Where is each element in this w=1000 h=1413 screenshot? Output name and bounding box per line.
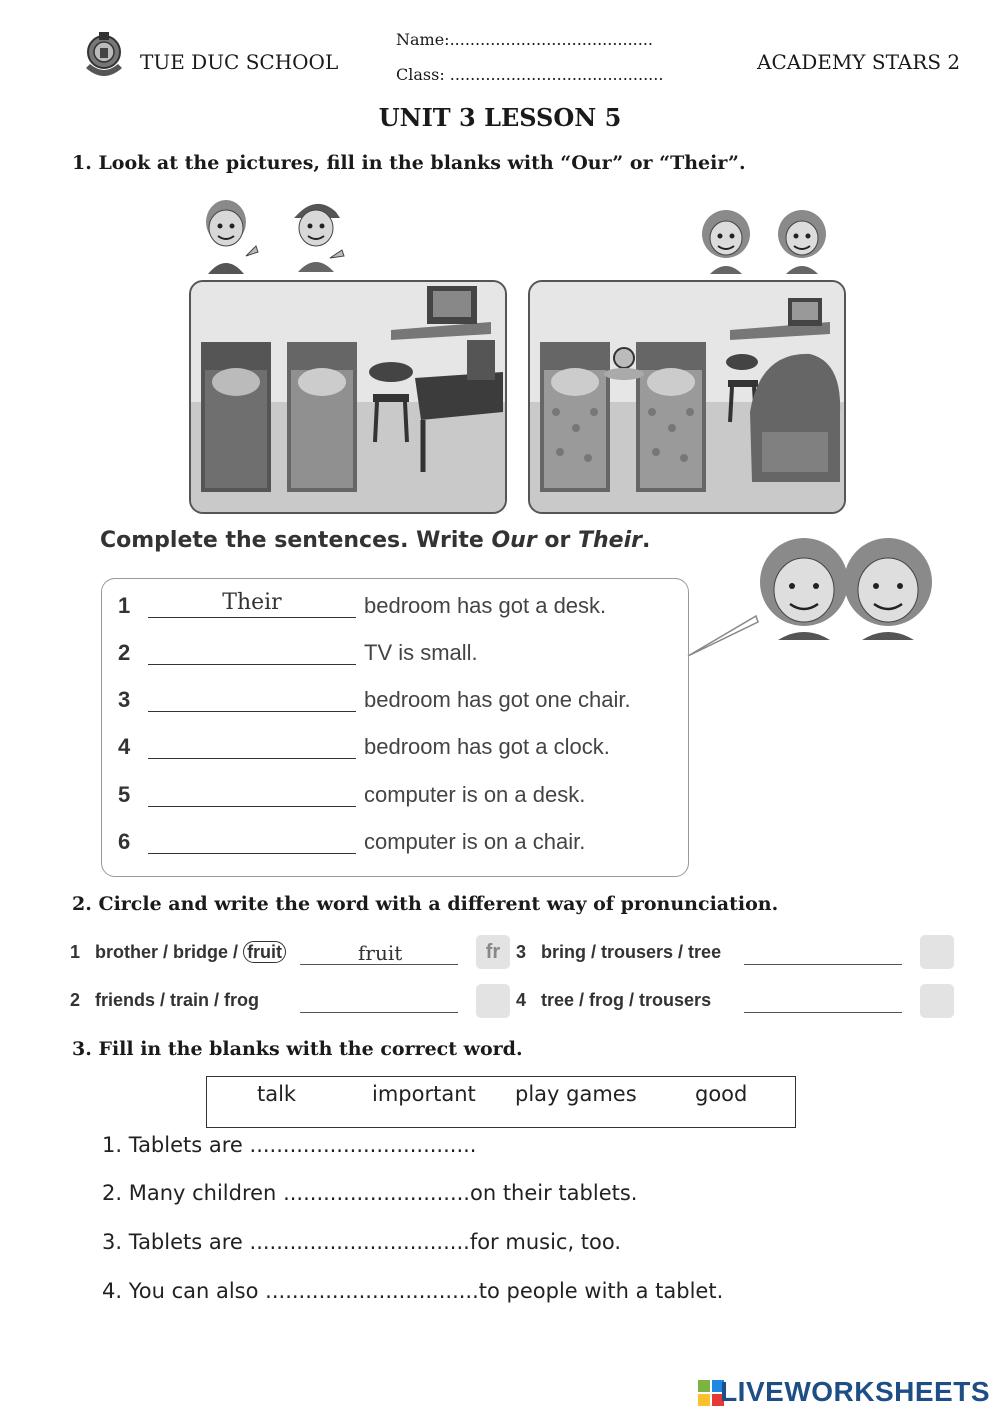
- answer-line: [148, 853, 356, 854]
- sentence-text: bedroom has got a clock.: [364, 734, 610, 759]
- sentence-row-4: [102, 730, 688, 770]
- boy-1-illustration: [198, 196, 262, 280]
- instruction-prefix: Complete the sentences. Write: [100, 528, 492, 553]
- boys-bedroom-picture: [189, 280, 507, 514]
- sentence-number: 2: [118, 640, 131, 665]
- sentence-text: TV is small.: [364, 640, 478, 665]
- name-field[interactable]: Name:........................................: [396, 30, 654, 49]
- answer-line: [148, 806, 356, 807]
- word-bank-item[interactable]: good: [695, 1082, 748, 1106]
- girls-bedroom-picture: [528, 280, 846, 514]
- sentence-box: [101, 578, 689, 877]
- fill-sentence-3: [102, 1230, 621, 1254]
- item-number: 4: [516, 990, 527, 1010]
- pronunciation-answer-4[interactable]: [744, 1012, 902, 1013]
- sentence-number: 1: [118, 593, 131, 618]
- pronunciation-item-3: [516, 942, 721, 963]
- fill-prefix: 3. Tablets are: [102, 1230, 243, 1254]
- fill-sentence-2: [102, 1181, 637, 1205]
- item-number: 2: [70, 990, 81, 1010]
- sentence-text: bedroom has got one chair.: [364, 687, 631, 712]
- fill-blank-3[interactable]: .................................: [249, 1230, 470, 1254]
- sentence-number: 3: [118, 687, 131, 712]
- sound-box-2[interactable]: [476, 984, 510, 1018]
- answer-line: [148, 758, 356, 759]
- sentence-number: 6: [118, 829, 131, 854]
- pronunciation-answer-3[interactable]: [744, 964, 902, 965]
- sentence-text: bedroom has got a desk.: [364, 593, 607, 618]
- girl-2-illustration: [772, 206, 836, 280]
- instruction-our: Our: [491, 528, 537, 553]
- sound-box-3[interactable]: [920, 935, 954, 969]
- fill-prefix: 1. Tablets are: [102, 1133, 243, 1157]
- fill-suffix: on their tablets.: [469, 1181, 638, 1205]
- sound-box-1[interactable]: fr: [476, 935, 510, 969]
- course-title: ACADEMY STARS 2: [757, 50, 961, 74]
- item-words: friends / train / frog: [95, 990, 260, 1010]
- sound-box-4[interactable]: [920, 984, 954, 1018]
- answer-input-1[interactable]: Their: [222, 590, 282, 615]
- item-words: bring / trousers / tree: [541, 942, 722, 962]
- pronunciation-item-1: [70, 942, 286, 963]
- item-number: 3: [516, 942, 527, 962]
- section1-title: 1. Look at the pictures, fill in the blanks with “Our” or “Their”.: [72, 152, 746, 174]
- circled-word[interactable]: fruit: [243, 941, 286, 963]
- instruction-suffix: .: [641, 528, 651, 553]
- pronunciation-item-4: [516, 990, 711, 1011]
- class-field[interactable]: Class: ..........................................: [396, 65, 664, 84]
- fill-sentence-1: [102, 1133, 476, 1157]
- fill-suffix: for music, too.: [469, 1230, 622, 1254]
- answer-line: [148, 711, 356, 712]
- word-bank-item[interactable]: talk: [257, 1082, 297, 1106]
- fill-blank-1[interactable]: ..................................: [249, 1133, 477, 1157]
- fill-prefix: 2. Many children: [102, 1181, 277, 1205]
- section1-instruction: [100, 528, 650, 553]
- pronunciation-item-2: [70, 990, 259, 1011]
- sentence-row-3: [102, 683, 688, 723]
- girl-1-illustration: [696, 206, 760, 280]
- sentence-row-6: [102, 825, 688, 865]
- fill-blank-4[interactable]: ................................: [265, 1279, 479, 1303]
- instruction-their: Their: [577, 528, 642, 553]
- word-bank: [206, 1076, 796, 1128]
- sentence-text: computer is on a desk.: [364, 782, 586, 807]
- word-bank-item[interactable]: important: [372, 1082, 476, 1106]
- pronunciation-answer-2[interactable]: [300, 1012, 458, 1013]
- school-name: TUE DUC SCHOOL: [140, 50, 339, 74]
- page-title: UNIT 3 LESSON 5: [378, 103, 622, 132]
- section2-title: 2. Circle and write the word with a different way of pronunciation.: [72, 893, 779, 915]
- sentence-text: computer is on a chair.: [364, 829, 586, 854]
- boy-2-illustration: [286, 194, 350, 278]
- answer-line: [148, 617, 356, 618]
- sentence-number: 4: [118, 734, 131, 759]
- sentence-row-1: [102, 589, 688, 629]
- school-logo: [80, 28, 128, 84]
- item-number: 1: [70, 942, 81, 962]
- item-words: tree / frog / trousers: [541, 990, 712, 1010]
- fill-sentence-4: [102, 1279, 723, 1303]
- sentence-row-2: [102, 636, 688, 676]
- section3-title: 3. Fill in the blanks with the correct word.: [72, 1038, 523, 1060]
- answer-line: [148, 664, 356, 665]
- girls-speech-illustration: [686, 536, 936, 670]
- instruction-or: or: [536, 528, 578, 553]
- word-bank-item[interactable]: play games: [515, 1082, 637, 1106]
- footer-brand[interactable]: LIVEWORKSHEETS: [720, 1376, 990, 1407]
- fill-suffix: to people with a tablet.: [478, 1279, 724, 1303]
- sentence-row-5: [102, 778, 688, 818]
- fill-blank-2[interactable]: ............................: [283, 1181, 470, 1205]
- pronunciation-answer-1[interactable]: fruit: [358, 941, 403, 965]
- sentence-number: 5: [118, 782, 131, 807]
- fill-prefix: 4. You can also: [102, 1279, 259, 1303]
- item-words: brother / bridge /: [95, 942, 239, 962]
